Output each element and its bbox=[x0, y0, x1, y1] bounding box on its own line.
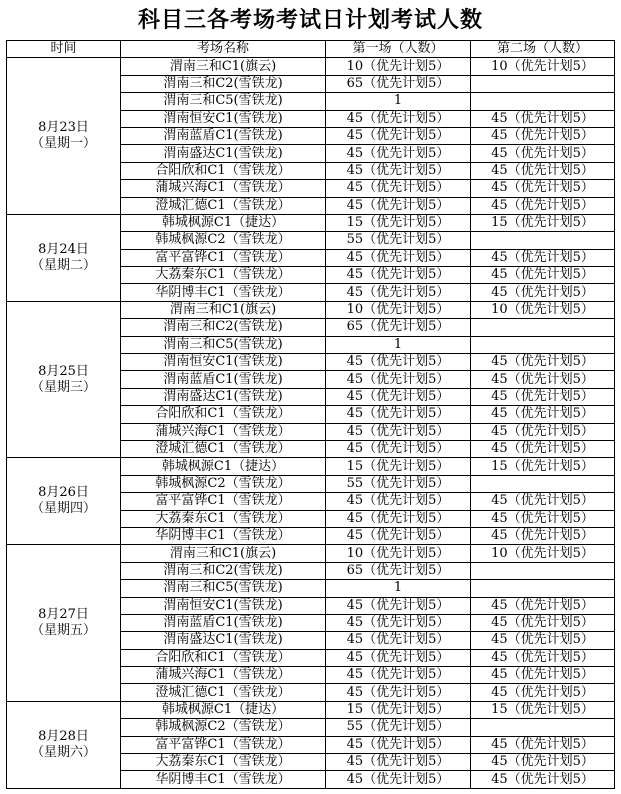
site-name-cell: 大荔秦东C1（雪铁龙） bbox=[121, 267, 326, 284]
session-1-cell: 10（优先计划5） bbox=[326, 58, 471, 75]
session-1-cell: 45（优先计划5） bbox=[326, 649, 471, 666]
session-2-cell: 45（优先计划5） bbox=[471, 614, 615, 631]
session-1-cell: 45（优先计划5） bbox=[326, 771, 471, 788]
session-1-cell: 45（优先计划5） bbox=[326, 510, 471, 527]
session-1-cell: 65（优先计划5） bbox=[326, 319, 471, 336]
session-2-cell: 10（优先计划5） bbox=[471, 301, 615, 318]
header-session-2: 第二场（人数） bbox=[471, 41, 615, 58]
date-label: 8月26日 bbox=[38, 485, 89, 501]
session-1-cell: 45（优先计划5） bbox=[326, 145, 471, 162]
session-1-cell: 45（优先计划5） bbox=[326, 754, 471, 771]
site-name-cell: 富平富铧C1（雪铁龙） bbox=[121, 736, 326, 753]
session-2-cell bbox=[471, 93, 615, 110]
session-1-cell: 45（优先计划5） bbox=[326, 597, 471, 614]
site-name-cell: 渭南恒安C1(雪铁龙) bbox=[121, 110, 326, 127]
session-1-cell: 45（优先计划5） bbox=[326, 440, 471, 457]
session-2-cell: 45（优先计划5） bbox=[471, 127, 615, 144]
site-name-cell: 渭南三和C2(雪铁龙) bbox=[121, 319, 326, 336]
session-2-cell: 45（优先计划5） bbox=[471, 649, 615, 666]
date-label: 8月27日 bbox=[38, 607, 89, 623]
weekday-label: （星期三） bbox=[30, 379, 96, 395]
session-2-cell bbox=[471, 319, 615, 336]
session-1-cell: 15（优先计划5） bbox=[326, 214, 471, 231]
site-name-cell: 澄城汇德C1（雪铁龙） bbox=[121, 684, 326, 701]
session-2-cell: 45（优先计划5） bbox=[471, 110, 615, 127]
site-name-cell: 华阴博丰C1（雪铁龙） bbox=[121, 771, 326, 788]
date-cell bbox=[7, 301, 121, 458]
session-1-cell: 15（优先计划5） bbox=[326, 458, 471, 475]
session-2-cell: 45（优先计划5） bbox=[471, 406, 615, 423]
weekday-label: （星期六） bbox=[30, 744, 96, 760]
table-row bbox=[7, 701, 615, 718]
session-1-cell: 45（优先计划5） bbox=[326, 371, 471, 388]
session-2-cell: 45（优先计划5） bbox=[471, 493, 615, 510]
session-2-cell: 45（优先计划5） bbox=[471, 267, 615, 284]
site-name-cell: 韩城枫源C2（雪铁龙） bbox=[121, 475, 326, 492]
site-name-cell: 大荔秦东C1（雪铁龙） bbox=[121, 754, 326, 771]
session-1-cell: 55（优先计划5） bbox=[326, 719, 471, 736]
session-1-cell: 55（优先计划5） bbox=[326, 232, 471, 249]
site-name-cell: 渭南三和C1(旗云) bbox=[121, 58, 326, 75]
session-2-cell: 10（优先计划5） bbox=[471, 545, 615, 562]
session-2-cell bbox=[471, 336, 615, 353]
header-row bbox=[7, 41, 615, 58]
header-site: 考场名称 bbox=[121, 41, 326, 58]
site-name-cell: 渭南蓝盾C1(雪铁龙) bbox=[121, 614, 326, 631]
session-1-cell: 1 bbox=[326, 93, 471, 110]
session-2-cell: 45（优先计划5） bbox=[471, 440, 615, 457]
site-name-cell: 韩城枫源C2（雪铁龙） bbox=[121, 232, 326, 249]
session-2-cell: 45（优先计划5） bbox=[471, 736, 615, 753]
table-body bbox=[7, 58, 615, 788]
session-2-cell: 15（优先计划5） bbox=[471, 458, 615, 475]
session-1-cell: 45（优先计划5） bbox=[326, 284, 471, 301]
session-1-cell: 45（优先计划5） bbox=[326, 632, 471, 649]
session-1-cell: 45（优先计划5） bbox=[326, 197, 471, 214]
table-row bbox=[7, 301, 615, 318]
date-label: 8月28日 bbox=[38, 728, 89, 744]
session-1-cell: 45（优先计划5） bbox=[326, 249, 471, 266]
weekday-label: （星期一） bbox=[30, 136, 96, 152]
site-name-cell: 渭南盛达C1(雪铁龙) bbox=[121, 388, 326, 405]
site-name-cell: 韩城枫源C1（捷达） bbox=[121, 458, 326, 475]
session-1-cell: 45（优先计划5） bbox=[326, 614, 471, 631]
site-name-cell: 澄城汇德C1（雪铁龙） bbox=[121, 197, 326, 214]
site-name-cell: 渭南三和C1(旗云) bbox=[121, 301, 326, 318]
site-name-cell: 渭南蓝盾C1(雪铁龙) bbox=[121, 127, 326, 144]
exam-schedule-table bbox=[6, 40, 615, 789]
date-cell bbox=[7, 458, 121, 545]
session-2-cell: 45（优先计划5） bbox=[471, 754, 615, 771]
site-name-cell: 渭南恒安C1(雪铁龙) bbox=[121, 354, 326, 371]
session-2-cell bbox=[471, 562, 615, 579]
date-cell bbox=[7, 214, 121, 301]
session-1-cell: 45（优先计划5） bbox=[326, 423, 471, 440]
session-2-cell: 45（优先计划5） bbox=[471, 249, 615, 266]
session-1-cell: 45（优先计划5） bbox=[326, 110, 471, 127]
site-name-cell: 华阴博丰C1（雪铁龙） bbox=[121, 284, 326, 301]
date-cell bbox=[7, 58, 121, 215]
header-time: 时间 bbox=[7, 41, 121, 58]
session-2-cell: 45（优先计划5） bbox=[471, 632, 615, 649]
session-2-cell: 45（优先计划5） bbox=[471, 510, 615, 527]
table-row bbox=[7, 58, 615, 75]
site-name-cell: 渭南三和C2(雪铁龙) bbox=[121, 562, 326, 579]
session-2-cell: 45（优先计划5） bbox=[471, 197, 615, 214]
session-1-cell: 10（优先计划5） bbox=[326, 301, 471, 318]
site-name-cell: 合阳欣和C1（雪铁龙） bbox=[121, 406, 326, 423]
site-name-cell: 渭南恒安C1(雪铁龙) bbox=[121, 597, 326, 614]
session-1-cell: 15（优先计划5） bbox=[326, 701, 471, 718]
session-2-cell: 45（优先计划5） bbox=[471, 284, 615, 301]
session-1-cell: 45（优先计划5） bbox=[326, 406, 471, 423]
session-1-cell: 1 bbox=[326, 336, 471, 353]
session-2-cell bbox=[471, 719, 615, 736]
site-name-cell: 渭南三和C2(雪铁龙) bbox=[121, 75, 326, 92]
site-name-cell: 韩城枫源C1（捷达） bbox=[121, 701, 326, 718]
table-row bbox=[7, 214, 615, 231]
session-1-cell: 1 bbox=[326, 580, 471, 597]
site-name-cell: 渭南三和C5(雪铁龙) bbox=[121, 336, 326, 353]
site-name-cell: 韩城枫源C2（雪铁龙） bbox=[121, 719, 326, 736]
session-2-cell bbox=[471, 475, 615, 492]
session-2-cell bbox=[471, 580, 615, 597]
site-name-cell: 韩城枫源C1（捷达） bbox=[121, 214, 326, 231]
page-title: 科目三各考场考试日计划考试人数 bbox=[137, 8, 483, 33]
session-1-cell: 45（优先计划5） bbox=[326, 684, 471, 701]
session-2-cell: 45（优先计划5） bbox=[471, 771, 615, 788]
session-2-cell: 45（优先计划5） bbox=[471, 354, 615, 371]
session-1-cell: 45（优先计划5） bbox=[326, 388, 471, 405]
site-name-cell: 大荔秦东C1（雪铁龙） bbox=[121, 510, 326, 527]
session-1-cell: 45（优先计划5） bbox=[326, 162, 471, 179]
session-2-cell: 10（优先计划5） bbox=[471, 58, 615, 75]
session-2-cell: 45（优先计划5） bbox=[471, 371, 615, 388]
session-2-cell: 45（优先计划5） bbox=[471, 597, 615, 614]
session-2-cell: 15（优先计划5） bbox=[471, 701, 615, 718]
session-2-cell: 45（优先计划5） bbox=[471, 388, 615, 405]
table-row bbox=[7, 458, 615, 475]
session-2-cell: 45（优先计划5） bbox=[471, 180, 615, 197]
site-name-cell: 富平富铧C1（雪铁龙） bbox=[121, 249, 326, 266]
session-1-cell: 45（优先计划5） bbox=[326, 180, 471, 197]
session-2-cell: 45（优先计划5） bbox=[471, 667, 615, 684]
site-name-cell: 渭南盛达C1(雪铁龙) bbox=[121, 632, 326, 649]
session-2-cell bbox=[471, 232, 615, 249]
date-label: 8月24日 bbox=[38, 241, 89, 257]
weekday-label: （星期五） bbox=[30, 623, 96, 639]
site-name-cell: 渭南三和C1(旗云) bbox=[121, 545, 326, 562]
site-name-cell: 合阳欣和C1（雪铁龙） bbox=[121, 162, 326, 179]
site-name-cell: 渭南盛达C1(雪铁龙) bbox=[121, 145, 326, 162]
session-1-cell: 10（优先计划5） bbox=[326, 545, 471, 562]
session-2-cell: 45（优先计划5） bbox=[471, 423, 615, 440]
session-1-cell: 55（优先计划5） bbox=[326, 475, 471, 492]
session-1-cell: 45（优先计划5） bbox=[326, 493, 471, 510]
session-1-cell: 45（优先计划5） bbox=[326, 267, 471, 284]
site-name-cell: 渭南三和C5(雪铁龙) bbox=[121, 580, 326, 597]
site-name-cell: 澄城汇德C1（雪铁龙） bbox=[121, 440, 326, 457]
table-row bbox=[7, 545, 615, 562]
site-name-cell: 合阳欣和C1（雪铁龙） bbox=[121, 649, 326, 666]
session-1-cell: 45（优先计划5） bbox=[326, 667, 471, 684]
session-2-cell: 45（优先计划5） bbox=[471, 162, 615, 179]
session-1-cell: 45（优先计划5） bbox=[326, 127, 471, 144]
session-2-cell: 45（优先计划5） bbox=[471, 527, 615, 544]
session-1-cell: 65（优先计划5） bbox=[326, 562, 471, 579]
header-session-1: 第一场（人数） bbox=[326, 41, 471, 58]
session-2-cell bbox=[471, 75, 615, 92]
site-name-cell: 富平富铧C1（雪铁龙） bbox=[121, 493, 326, 510]
date-label: 8月25日 bbox=[38, 363, 89, 379]
session-1-cell: 45（优先计划5） bbox=[326, 736, 471, 753]
session-1-cell: 45（优先计划5） bbox=[326, 354, 471, 371]
session-1-cell: 45（优先计划5） bbox=[326, 527, 471, 544]
session-2-cell: 45（优先计划5） bbox=[471, 684, 615, 701]
date-cell bbox=[7, 701, 121, 788]
weekday-label: （星期四） bbox=[30, 501, 96, 517]
site-name-cell: 蒲城兴海C1（雪铁龙） bbox=[121, 423, 326, 440]
site-name-cell: 蒲城兴海C1（雪铁龙） bbox=[121, 667, 326, 684]
session-2-cell: 15（优先计划5） bbox=[471, 214, 615, 231]
weekday-label: （星期二） bbox=[30, 257, 96, 273]
session-2-cell: 45（优先计划5） bbox=[471, 145, 615, 162]
date-cell bbox=[7, 545, 121, 702]
site-name-cell: 渭南三和C5(雪铁龙) bbox=[121, 93, 326, 110]
site-name-cell: 华阴博丰C1（雪铁龙） bbox=[121, 527, 326, 544]
site-name-cell: 蒲城兴海C1（雪铁龙） bbox=[121, 180, 326, 197]
date-label: 8月23日 bbox=[38, 120, 89, 136]
session-1-cell: 65（优先计划5） bbox=[326, 75, 471, 92]
site-name-cell: 渭南蓝盾C1(雪铁龙) bbox=[121, 371, 326, 388]
